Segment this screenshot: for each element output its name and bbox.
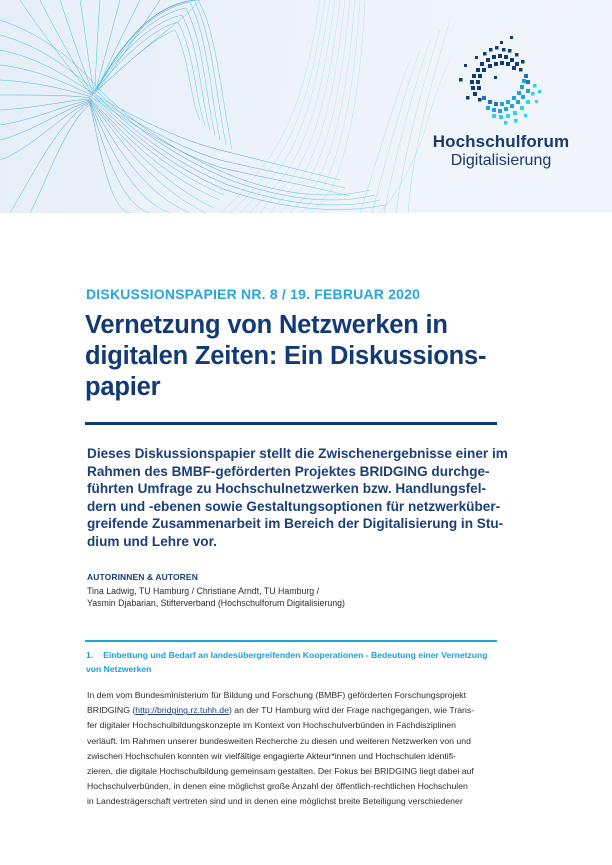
section-divider xyxy=(85,640,497,642)
abstract-line: Dieses Diskussionspapier stellt die Zwischenergebnisse einer im xyxy=(87,446,508,461)
circular-pixel-ring-logo-icon xyxy=(442,34,560,134)
cover-header xyxy=(0,0,612,213)
hochschulforum-logo xyxy=(426,28,576,178)
section-number: 1. xyxy=(86,650,94,660)
abstract-line: greifende Zusammenarbeit im Bereich der Digitalisierung in Stu- xyxy=(87,516,504,532)
authors-label: AUTORINNEN & AUTOREN xyxy=(87,572,198,582)
abstract-line: dium und Lehre vor. xyxy=(87,533,217,549)
authors-list xyxy=(87,585,507,610)
bridging-link[interactable]: http://bridging.rz.tuhh.de xyxy=(135,705,229,716)
body-text-segment: BRIDGING ( xyxy=(87,705,136,716)
abstract-line: Rahmen des BMBF-geförderten Projektes BRIDGING durchge- xyxy=(87,463,490,479)
section-heading-text: Einbettung und Bedarf an landesübergreifenden Kooperationen - Bedeutung einer Vernetzung xyxy=(103,650,488,660)
document-kicker: DISKUSSIONSPAPIER NR. 8 / 19. FEBRUAR 2020 xyxy=(86,286,421,302)
title-divider xyxy=(85,422,497,425)
body-line: verläuft. Im Rahmen unserer bundesweiten Recherche zu diesen und weiteren Netzwerken von und xyxy=(87,735,471,746)
body-line: zieren, die digitale Hochschulbildung gemeinsam gestalten. Der Fokus bei BRIDGING liegt dabei auf xyxy=(87,766,474,777)
body-line: in Landesträgerschaft vertreten sind und in denen eine möglichst breite Beteiligung verschiedener xyxy=(87,796,463,807)
logo-subtitle: Digitalisierung xyxy=(450,152,552,169)
body-line: fer digitaler Hochschulbildungskonzepte im Kontext von Hochschulverbünden in Fachdisziplinen xyxy=(87,720,456,731)
body-line: In dem vom Bundesministerium für Bildung und Forschung (BMBF) geförderten Forschungsprojekt xyxy=(87,690,467,700)
body-text-segment: ) an der TU Hamburg wird der Frage nachgegangen, wie Trans- xyxy=(228,705,475,716)
body-line xyxy=(87,703,517,718)
title-line: digitalen Zeiten: Ein Diskussions- xyxy=(85,342,487,370)
title-line: papier xyxy=(85,373,161,401)
abstract-line: dern und -ebenen sowie Gestaltungsoptionen für netzwerküber- xyxy=(87,498,501,514)
abstract xyxy=(87,445,517,551)
body-line: zwischen Hochschulen konnten wir vielfältige engagierte Akteur*innen und Hochschulen identifi- xyxy=(87,750,456,761)
authors-line: Yasmin Djabarian, Stifterverband (Hochschulforum Digitalisierung) xyxy=(87,598,345,609)
abstract-line: führten Umfrage zu Hochschulnetzwerken bzw. Handlungsfel- xyxy=(87,481,487,497)
authors-line: Tina Ladwig, TU Hamburg / Christiane Arndt, TU Hamburg / xyxy=(87,586,320,596)
logo-title: Hochschulforum xyxy=(432,132,570,151)
document-title xyxy=(85,310,515,403)
section-heading-line: von Netzwerken xyxy=(86,664,152,674)
title-line: Vernetzung von Netzwerken in xyxy=(85,311,448,339)
section-heading-line xyxy=(86,648,516,662)
body-paragraph xyxy=(87,688,517,810)
section-heading xyxy=(86,648,516,676)
body-line: Hochschulverbünden, in denen eine möglichst große Anzahl der öffentlich-rechtlichen Hochschulen xyxy=(87,781,468,792)
